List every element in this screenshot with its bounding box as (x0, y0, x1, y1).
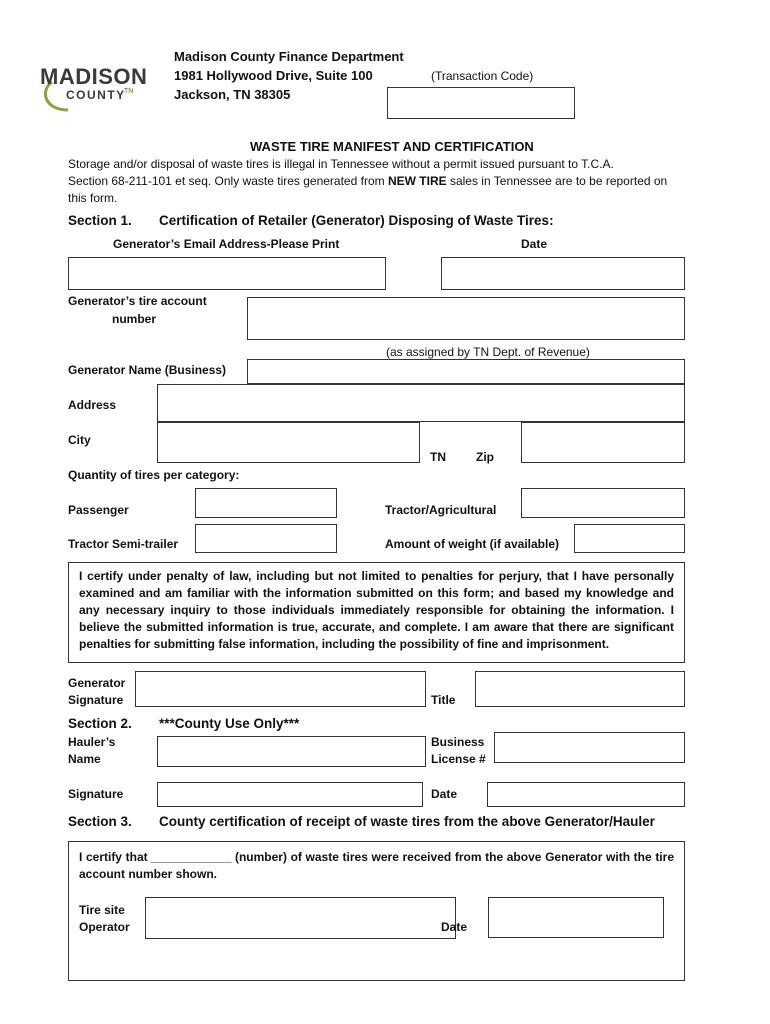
section-2-number: Section 2. (68, 716, 132, 731)
passenger-label: Passenger (68, 503, 129, 517)
intro-line-2 (68, 173, 667, 190)
account-note: (as assigned by TN Dept. of Revenue) (386, 345, 590, 359)
semi-trailer-label: Tractor Semi-trailer (68, 537, 179, 551)
generator-signature-label-2: Signature (68, 693, 124, 707)
account-label-1: Generator’s tire account (68, 294, 207, 308)
hauler-name-field[interactable] (157, 736, 426, 767)
transaction-code-label: (Transaction Code) (431, 69, 534, 83)
date-field-s3[interactable] (488, 897, 664, 938)
date-label-s1: Date (521, 237, 548, 251)
address-label: Address (68, 398, 117, 412)
org-address-line1: 1981 Hollywood Drive, Suite 100 (174, 68, 373, 83)
city-field[interactable] (157, 422, 420, 463)
county-logo (38, 62, 156, 114)
generator-certification-text: I certify under penalty of law, including but not limited to penalties for perjury, that I have personally examined and am familiar with the information submitted on this form; and based my knowledge and any necessary inquiry to those individuals immediately responsible for obtaining the information. I believe the submitted information is true, accurate, and complete. I am aware that there are significant penalties for submitting false information, including the possibility of fine and imprisonment. (79, 569, 674, 651)
hauler-signature-field[interactable] (157, 782, 423, 807)
semi-trailer-field[interactable] (195, 524, 337, 553)
section-1-heading: Certification of Retailer (Generator) Disposing of Waste Tires: (159, 213, 554, 228)
zip-field[interactable] (521, 422, 685, 463)
org-name: Madison County Finance Department (174, 49, 404, 64)
date-label-s2: Date (431, 787, 458, 801)
intro-line-3: this form. (68, 191, 118, 205)
operator-label-1: Tire site (79, 903, 125, 917)
section-3-heading: County certification of receipt of waste tires from the above Generator/Hauler (159, 814, 655, 829)
section-2-heading: ***County Use Only*** (159, 716, 300, 731)
weight-label: Amount of weight (if available) (385, 537, 560, 551)
license-label-1: Business (431, 735, 485, 749)
email-field[interactable] (68, 257, 386, 290)
county-certification-box (68, 841, 685, 981)
title-label: Title (431, 693, 456, 707)
weight-field[interactable] (574, 524, 685, 553)
generator-signature-label-1: Generator (68, 676, 126, 690)
hauler-label-2: Name (68, 752, 101, 766)
generator-name-field[interactable] (247, 359, 685, 384)
logo-county: COUNTY (66, 88, 126, 102)
logo-tn: TN (124, 88, 134, 95)
quantity-label: Quantity of tires per category: (68, 468, 240, 482)
generator-certification-box (68, 562, 685, 663)
state-label: TN (430, 450, 446, 464)
tractor-ag-label: Tractor/Agricultural (385, 503, 497, 517)
hauler-signature-label: Signature (68, 787, 124, 801)
section-3-number: Section 3. (68, 814, 132, 829)
transaction-code-field[interactable] (387, 87, 575, 119)
generator-signature-field[interactable] (135, 671, 426, 707)
city-label: City (68, 433, 91, 447)
license-label-2: License # (431, 752, 486, 766)
title-field[interactable] (475, 671, 685, 707)
org-address-line2: Jackson, TN 38305 (174, 87, 291, 102)
date-field-s1[interactable] (441, 257, 685, 290)
generator-name-label: Generator Name (Business) (68, 363, 227, 377)
county-certification-text: I certify that ____________ (number) of waste tires were received from the above Generator with the tire account number shown. (79, 850, 674, 881)
form-title: WASTE TIRE MANIFEST AND CERTIFICATION (250, 139, 534, 154)
intro-line-1: Storage and/or disposal of waste tires is illegal in Tennessee without a permit issued pursuant to T.C.A. (68, 157, 614, 171)
hauler-label-1: Hauler’s (68, 735, 116, 749)
intro-new-tire: NEW TIRE (387, 174, 447, 188)
account-label-2: number (112, 312, 157, 326)
account-number-field[interactable] (247, 297, 685, 340)
operator-field[interactable] (145, 897, 456, 939)
address-field[interactable] (157, 384, 685, 422)
logo-madison: MADISON (40, 64, 148, 89)
business-license-field[interactable] (494, 732, 685, 763)
intro-line-2b: sales in Tennessee are to be reported on (446, 174, 668, 188)
tractor-ag-field[interactable] (521, 488, 685, 518)
date-label-s3: Date (441, 920, 468, 934)
passenger-field[interactable] (195, 488, 337, 518)
zip-label: Zip (476, 450, 494, 464)
operator-label-2: Operator (79, 920, 130, 934)
date-field-s2[interactable] (487, 782, 685, 807)
intro-line-2a: Section 68-211-101 et seq. Only waste tires generated from (68, 174, 388, 188)
email-label: Generator’s Email Address-Please Print (113, 237, 340, 251)
section-1-number: Section 1. (68, 213, 132, 228)
